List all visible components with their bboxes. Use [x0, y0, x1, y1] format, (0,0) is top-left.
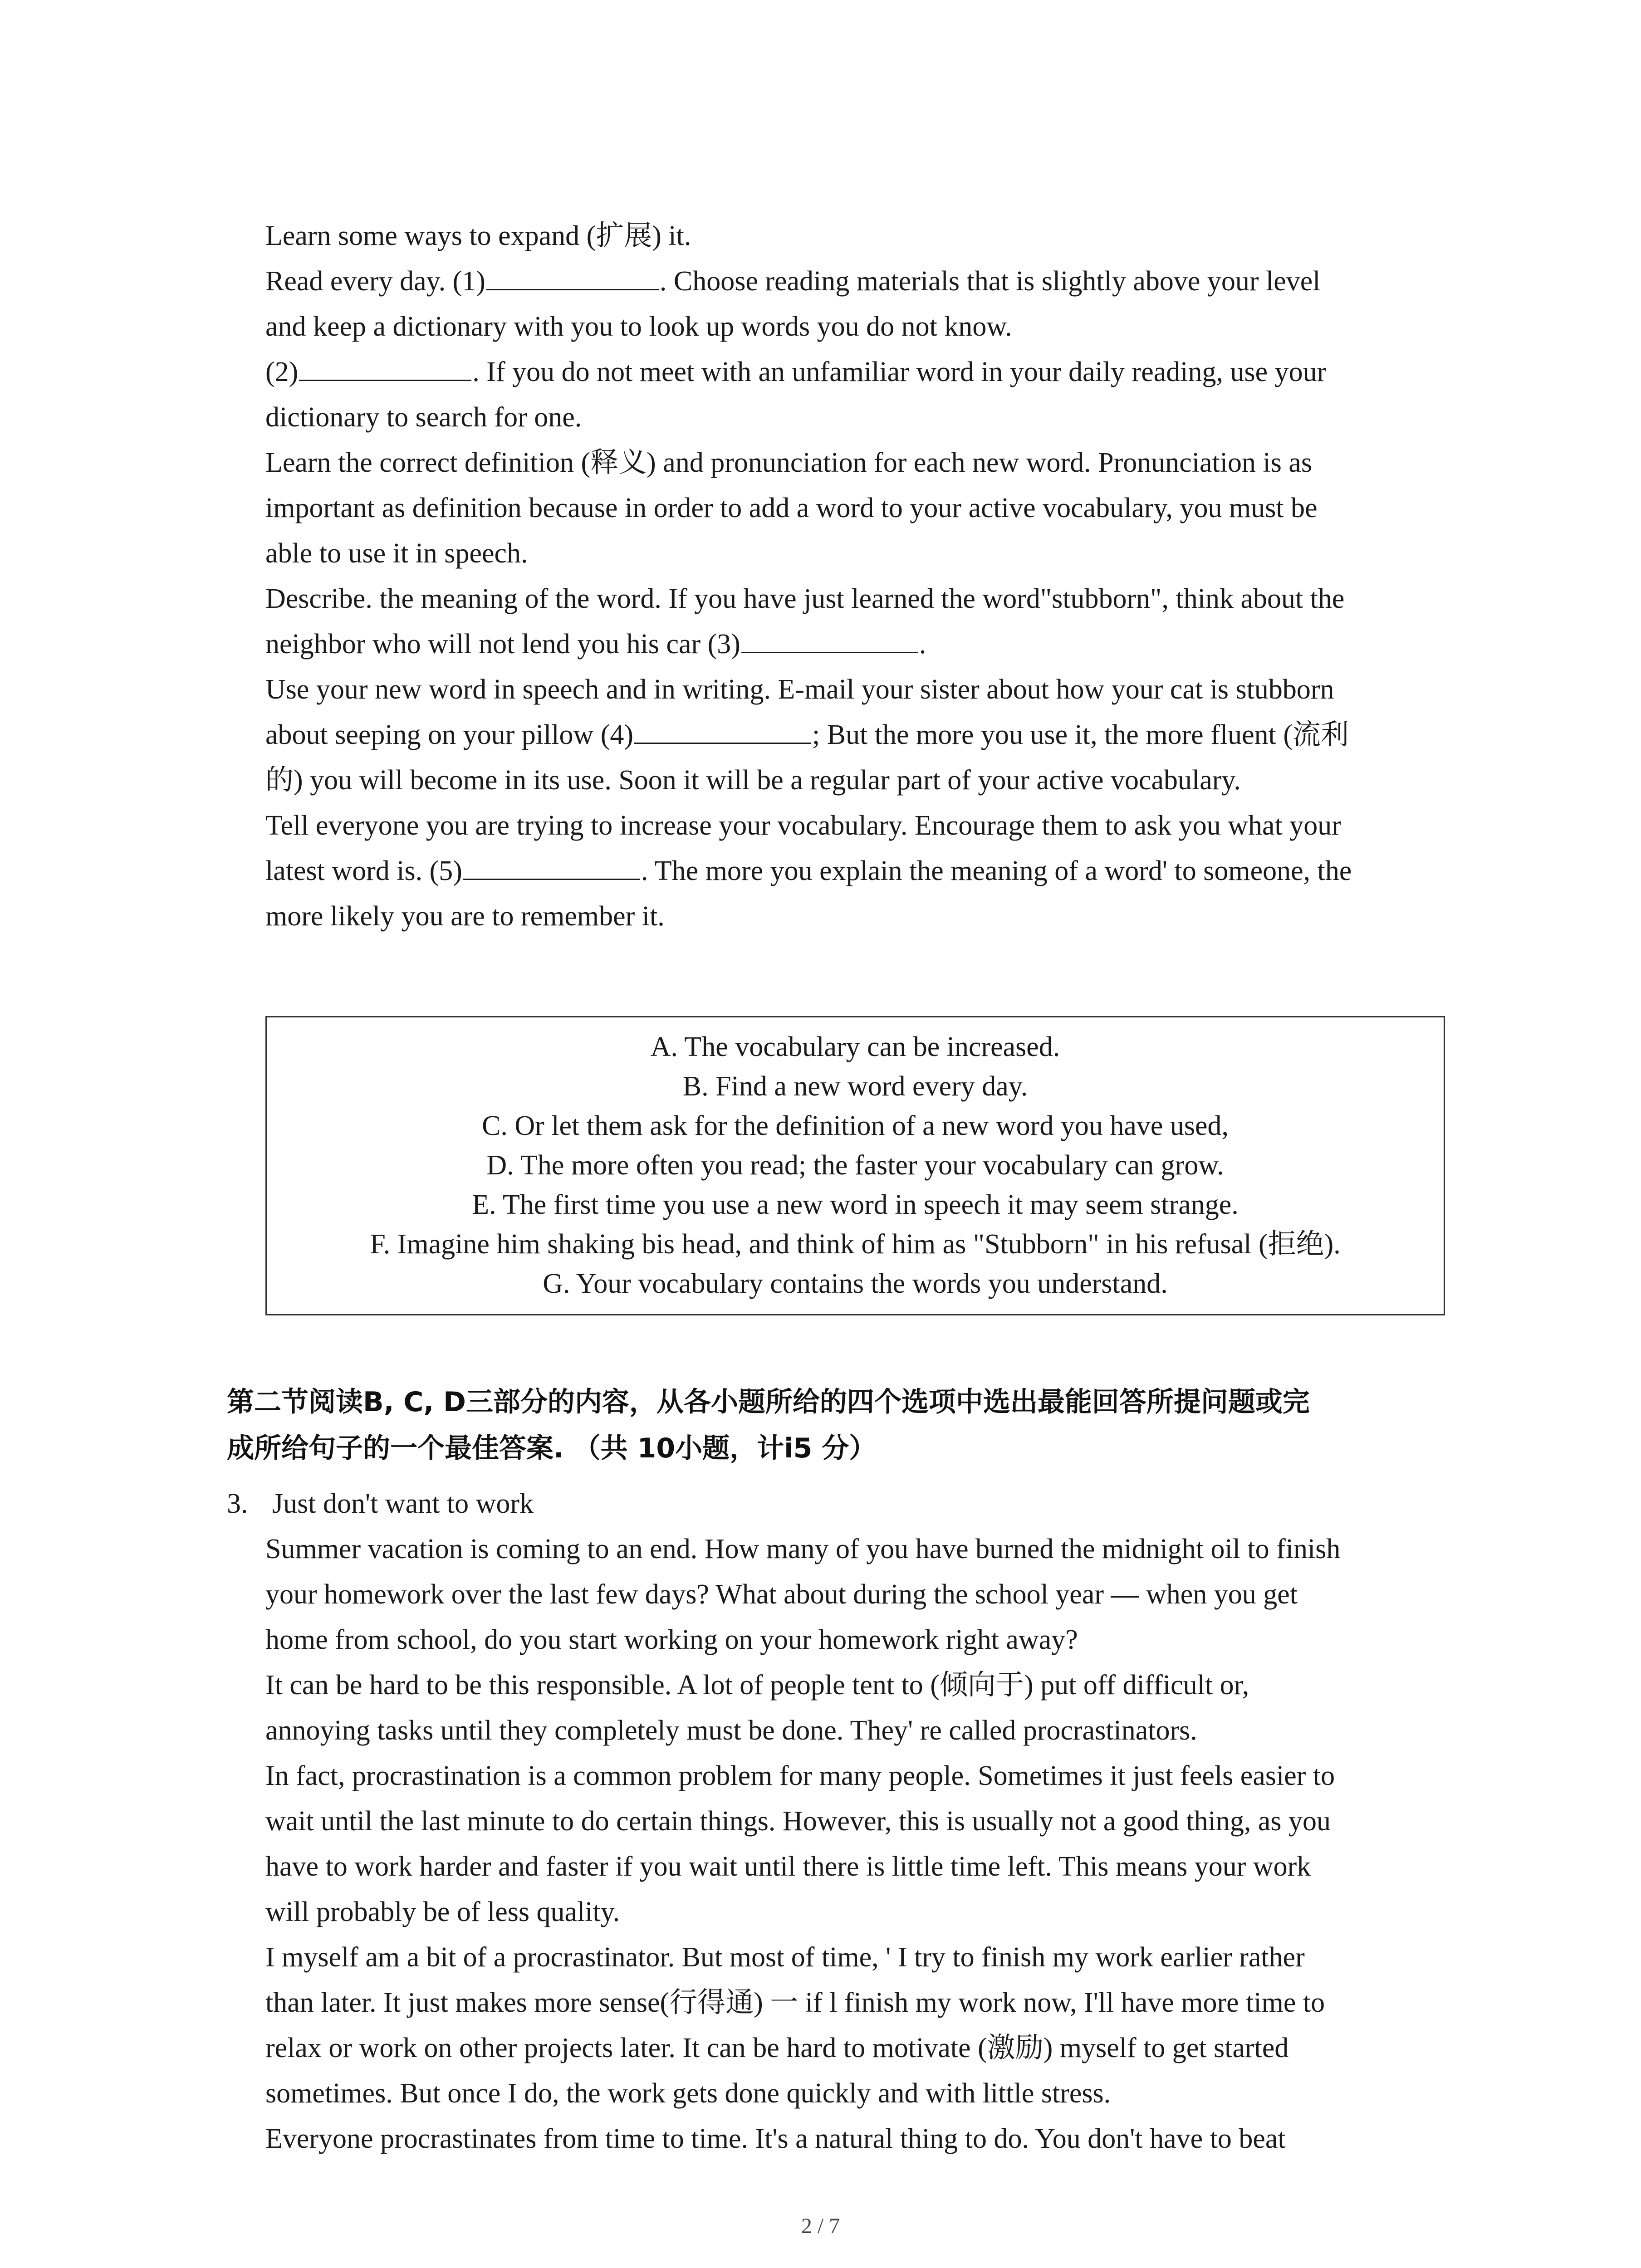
passage-line: wait until the last minute to do certain things. However, this is usually not a good thing, as you	[265, 1806, 1331, 1837]
option-c: C. Or let them ask for the definition of a new word you have used,	[481, 1110, 1229, 1141]
text-span: .	[919, 629, 926, 660]
section-heading-line-2: 成所给句子的一个最佳答案. （共 10小题，计i5 分）	[227, 1432, 877, 1464]
passage-line: than later. It just makes more sense(行得通) 一 if l finish my work now, I'll have more time to	[265, 1987, 1325, 2018]
passage-line	[265, 712, 1454, 758]
text-span: Learn some ways to expand (扩展) it.	[265, 220, 691, 251]
passage-line	[265, 531, 1454, 576]
passage-line: I myself am a bit of a procrastinator. But most of time, ' I try to finish my work earlier rather	[265, 1942, 1305, 1973]
text-span: important as definition because in order to add a word to your active vocabulary, you must be	[265, 493, 1318, 523]
text-span: . The more you explain the meaning of a word' to someone, the	[641, 855, 1352, 886]
passage-line	[265, 576, 1454, 621]
section-heading	[227, 1379, 1452, 1471]
question-3-title: Just don't want to work	[272, 1488, 534, 1519]
answer-blank-3[interactable]	[741, 626, 918, 653]
text-span: (2)	[265, 357, 299, 387]
passage-line	[265, 213, 1454, 259]
option-f: F. Imagine him shaking bis head, and think of him as "Stubborn" in his refusal (拒绝).	[370, 1229, 1341, 1260]
text-span: Use your new word in speech and in writing. E-mail your sister about how your cat is stubborn	[265, 674, 1334, 705]
passage-line: In fact, procrastination is a common problem for many people. Sometimes it just feels easier to	[265, 1760, 1335, 1791]
text-span: ; But the more you use it, the more fluent (流利	[812, 719, 1349, 750]
option-d: D. The more often you read; the faster your vocabulary can grow.	[486, 1150, 1224, 1181]
text-span: able to use it in speech.	[265, 538, 528, 569]
text-span: neighbor who will not lend you his car (3)	[265, 629, 740, 660]
text-span: . If you do not meet with an unfamiliar word in your daily reading, use your	[472, 357, 1327, 387]
passage-line	[265, 758, 1454, 803]
answer-blank-5[interactable]	[463, 852, 640, 880]
passage-line	[265, 621, 1454, 667]
text-span: more likely you are to remember it.	[265, 901, 665, 932]
text-span: dictionary to search for one.	[265, 402, 582, 433]
passage-line	[265, 803, 1454, 848]
passage-line: your homework over the last few days? What about during the school year — when you get	[265, 1579, 1298, 1610]
text-span: Learn the correct definition (释义) and pronunciation for each new word. Pronunciation is as	[265, 447, 1313, 478]
text-span: Tell everyone you are trying to increase your vocabulary. Encourage them to ask you what your	[265, 810, 1341, 841]
passage-line	[265, 259, 1454, 304]
passage-line: annoying tasks until they completely must be done. They' re called procrastinators.	[265, 1715, 1197, 1746]
text-span: . Choose reading materials that is slightly above your level	[659, 266, 1321, 297]
passage-line: Everyone procrastinates from time to time. It's a natural thing to do. You don't have to beat	[265, 2123, 1286, 2154]
passage-line	[265, 667, 1454, 712]
text-span: latest word is. (5)	[265, 855, 462, 886]
passage-line	[265, 894, 1454, 939]
option-b: B. Find a new word every day.	[682, 1071, 1028, 1102]
passage-line: will probably be of less quality.	[265, 1897, 620, 1927]
text-span: Describe. the meaning of the word. If you have just learned the word"stubborn", think about the	[265, 583, 1345, 614]
page-number: 2 / 7	[801, 2214, 840, 2238]
passage-line	[265, 395, 1454, 440]
passage-line	[265, 848, 1454, 894]
answer-blank-2[interactable]	[299, 353, 471, 381]
passage-line: have to work harder and faster if you wait until there is little time left. This means your work	[265, 1851, 1311, 1882]
question-3-title-block	[272, 1481, 1461, 1526]
passage-line	[265, 440, 1454, 485]
text-span: 的) you will become in its use. Soon it will be a regular part of your active vocabulary.	[265, 765, 1241, 796]
option-g: G. Your vocabulary contains the words you understand.	[543, 1268, 1168, 1299]
passage-line: relax or work on other projects later. It can be hard to motivate (激励) myself to get started	[265, 2033, 1289, 2063]
question-3-passage	[265, 1526, 1454, 2161]
text-span: and keep a dictionary with you to look up words you do not know.	[265, 311, 1012, 342]
text-span: Read every day. (1)	[265, 266, 485, 297]
section-heading-line-1: 第二节阅读B, C, D三部分的内容，从各小题所给的四个选项中选出最能回答所提问题或完	[227, 1386, 1310, 1418]
question-3-number: 3.	[227, 1488, 248, 1519]
answer-blank-1[interactable]	[486, 263, 659, 290]
passage-line: Summer vacation is coming to an end. How many of you have burned the midnight oil to finish	[265, 1534, 1341, 1564]
passage-line	[265, 349, 1454, 395]
passage-line: sometimes. But once I do, the work gets done quickly and with little stress.	[265, 2078, 1111, 2109]
text-span: about seeping on your pillow (4)	[265, 719, 634, 750]
passage-line	[265, 304, 1454, 349]
passage-line: It can be hard to be this responsible. A lot of people tent to (倾向于) put off difficult or,	[265, 1670, 1249, 1701]
passage-top	[265, 213, 1454, 939]
option-a: A. The vocabulary can be increased.	[650, 1031, 1060, 1062]
passage-line	[265, 485, 1454, 531]
option-e: E. The first time you use a new word in speech it may seem strange.	[472, 1189, 1239, 1220]
answer-blank-4[interactable]	[634, 716, 811, 744]
passage-line: home from school, do you start working on your homework right away?	[265, 1624, 1078, 1655]
options-box	[265, 1016, 1445, 1315]
